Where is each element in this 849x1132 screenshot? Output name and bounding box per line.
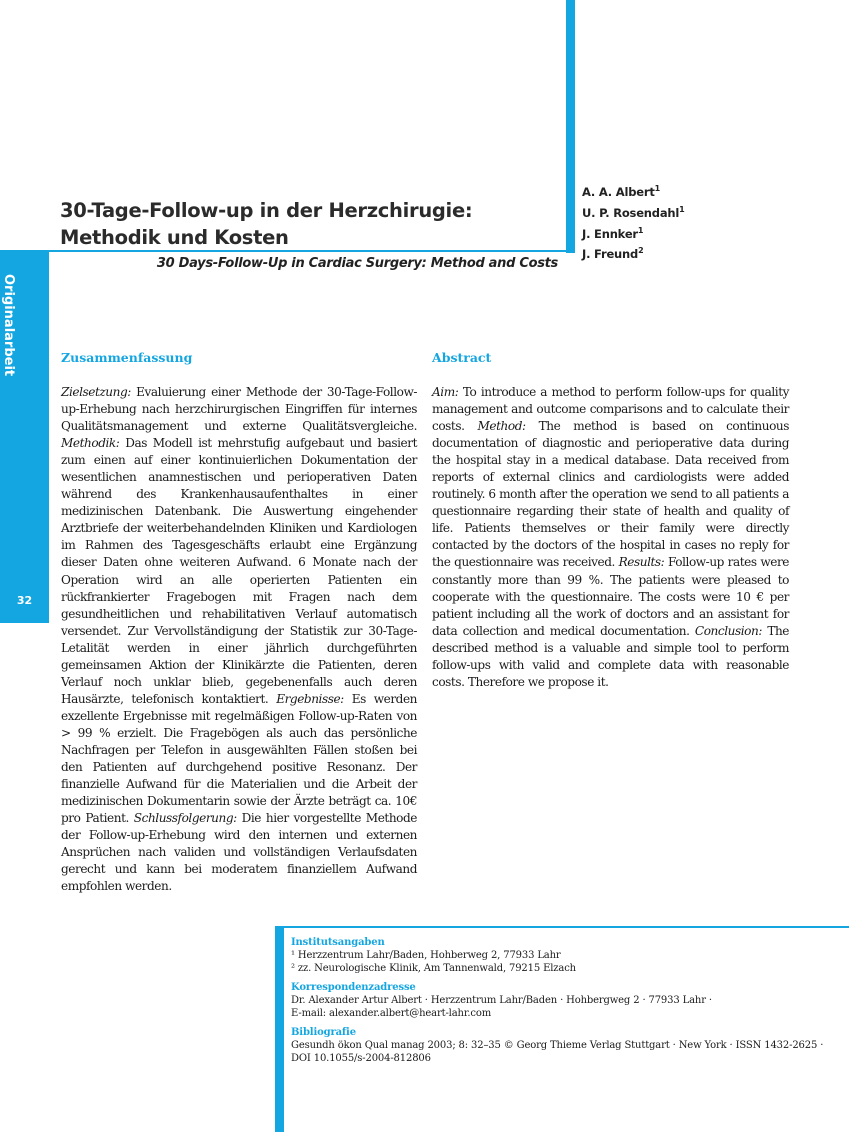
section-text: Das Modell ist mehrstufig aufgebaut und basiert zum einen auf einer kontinuierlichen Dokumentation der wesentlichen anamnestischen und perioperativen Daten während des Krankenhausaufenthaltes in einer medizinischen Datenbank. Die Auswertung eingehender Arztbriefe der weiterbehandelnden Kliniken und Kardiologen im Rahmen des Tagesgeschäfts erlaubt eine Ergänzung dieser Daten ohne weiteren Aufwand. 6 Monate nach der Operation wird an alle operierten Patienten ein rückfrankierter Fragebogen mit Fragen nach dem gesundheitlichen und rehabilitativen Verlauf automatisch versendet. Zur Vervollständigung der Statistik zur 30-Tage-Letalität werden in einer jährlich durchgeführten gemeinsamen Aktion der Klinikärzte die Patienten, deren Verlauf noch unklar blieb, gegebenenfalls auch deren Hausärzte, telefonisch kontaktiert. — [61, 436, 417, 706]
author-name: J. Freund — [582, 247, 639, 262]
side-tab — [0, 252, 49, 623]
author — [582, 222, 684, 243]
section-text: To introduce a method to perform follow-ups for quality management and outcome comparisons and to calculate their costs. — [432, 385, 789, 434]
section-label: Conclusion: — [694, 623, 762, 638]
author-affiliation: 1 — [654, 184, 660, 193]
section-label: Aim: — [432, 385, 459, 399]
institution-line: ² zz. Neurologische Klinik, Am Tannenwald, 79215 Elzach — [291, 963, 576, 974]
section-label: Schlussfolgerung: — [133, 811, 237, 826]
section-text: Follow-up rates were constantly more than 99 %. The patients were pleased to cooperate with the questionnaire. The costs were 10 € per patient including all the work of doctors and an assistant for data collection and medical documentation. — [432, 555, 789, 638]
bibliography-group — [291, 1026, 831, 1065]
footer-rule — [275, 926, 849, 928]
author-name: U. P. Rosendahl — [582, 205, 680, 220]
author-affiliation: 1 — [637, 225, 644, 235]
author-affiliation: 1 — [679, 204, 685, 214]
section-text: Die hier vorgestellte Methode der Follow-up-Erhebung wird den internen und externen Ansprüchen nach validen und vollständigen Verlaufsdaten gerecht und kann bei moderatem finanziellem Aufwand empfohlen werden. — [61, 811, 417, 894]
section-label: Zielsetzung: — [61, 385, 131, 399]
abstract-body — [432, 384, 789, 691]
author — [582, 180, 684, 201]
institutions-group — [291, 936, 831, 975]
article-title — [60, 197, 560, 251]
correspondence-label: Korrespondenzadresse — [291, 982, 416, 993]
author — [582, 201, 684, 222]
article-info — [291, 936, 831, 1071]
author-list — [582, 180, 684, 263]
section-label: Method: — [477, 419, 526, 434]
author — [582, 242, 684, 263]
section-text: The method is based on continuous documentation of diagnostic and perioperative data during the hospital stay in a medical database. Data received from reports of external clinics and cardiologists were added routinely. 6 month after the operation we send to all patients a questionnaire regarding their state of health and quality of life. Patients themselves or their family were directly contacted by the doctors of the hospital in cases no reply for the questionnaire was received. — [432, 419, 789, 570]
bibliography-line: Gesundh ökon Qual manag 2003; 8: 32–35 © Georg Thieme Verlag Stuttgart · New York · ISSN 1432-2625 · — [291, 1040, 824, 1051]
institution-line: ¹ Herzzentrum Lahr/Baden, Hohberweg 2, 77933 Lahr — [291, 950, 561, 961]
author-name: J. Ennker — [582, 226, 638, 241]
section-label: Methodik: — [61, 436, 120, 451]
title-line-2: Methodik und Kosten — [60, 226, 289, 249]
section-label: Ergebnisse: — [276, 691, 344, 706]
bibliography-label: Bibliografie — [291, 1027, 356, 1038]
english-title: 30 Days-Follow-Up in Cardiac Surgery: Method and Costs — [156, 256, 558, 271]
zusammenfassung-heading: Zusammenfassung — [61, 350, 193, 365]
article-type-label: Originalarbeit — [1, 274, 16, 377]
abstract-heading: Abstract — [432, 350, 492, 365]
footer-accent-bar — [275, 926, 284, 1132]
section-text: The described method is a valuable and simple tool to perform follow-ups with valid and complete data with reasonable costs. Therefore we propose it. — [432, 623, 790, 689]
doi-line: DOI 10.1055/s-2004-812806 — [291, 1053, 431, 1064]
title-line-1: 30-Tage-Follow-up in der Herzchirugie: — [60, 199, 473, 222]
top-accent-bar — [566, 0, 575, 253]
author-affiliation: 2 — [638, 246, 644, 256]
section-label: Results: — [618, 555, 665, 570]
correspondence-group — [291, 981, 831, 1020]
section-text: Evaluierung einer Methode der 30-Tage-Follow-up-Erhebung nach herzchirurgischen Eingriffen für internes Qualitätsmanagement und externe Qualitätsvergleiche. — [61, 385, 417, 434]
institutions-label: Institutsangaben — [291, 937, 385, 948]
page-number: 32 — [16, 594, 33, 607]
correspondence-line: Dr. Alexander Artur Albert · Herzzentrum Lahr/Baden · Hohbergweg 2 · 77933 Lahr · — [291, 995, 712, 1006]
zusammenfassung-body — [61, 384, 417, 895]
author-name: A. A. Albert — [582, 184, 655, 199]
correspondence-email[interactable]: E-mail: alexander.albert@heart-lahr.com — [291, 1008, 492, 1019]
section-text: Es werden exzellente Ergebnisse mit regelmäßigen Follow-up-Raten von > 99 % erzielt. Die Fragebögen als auch das persönliche Nachfragen per Telefon in ausgewählten Fällen stoßen bei den Patienten auf durchgehend positive Resonanz. Der finanzielle Aufwand für die Materialien und die Arbeit der medizinischen Dokumentarin sowie der Ärzte beträgt ca. 10€ pro Patient. — [61, 691, 418, 826]
